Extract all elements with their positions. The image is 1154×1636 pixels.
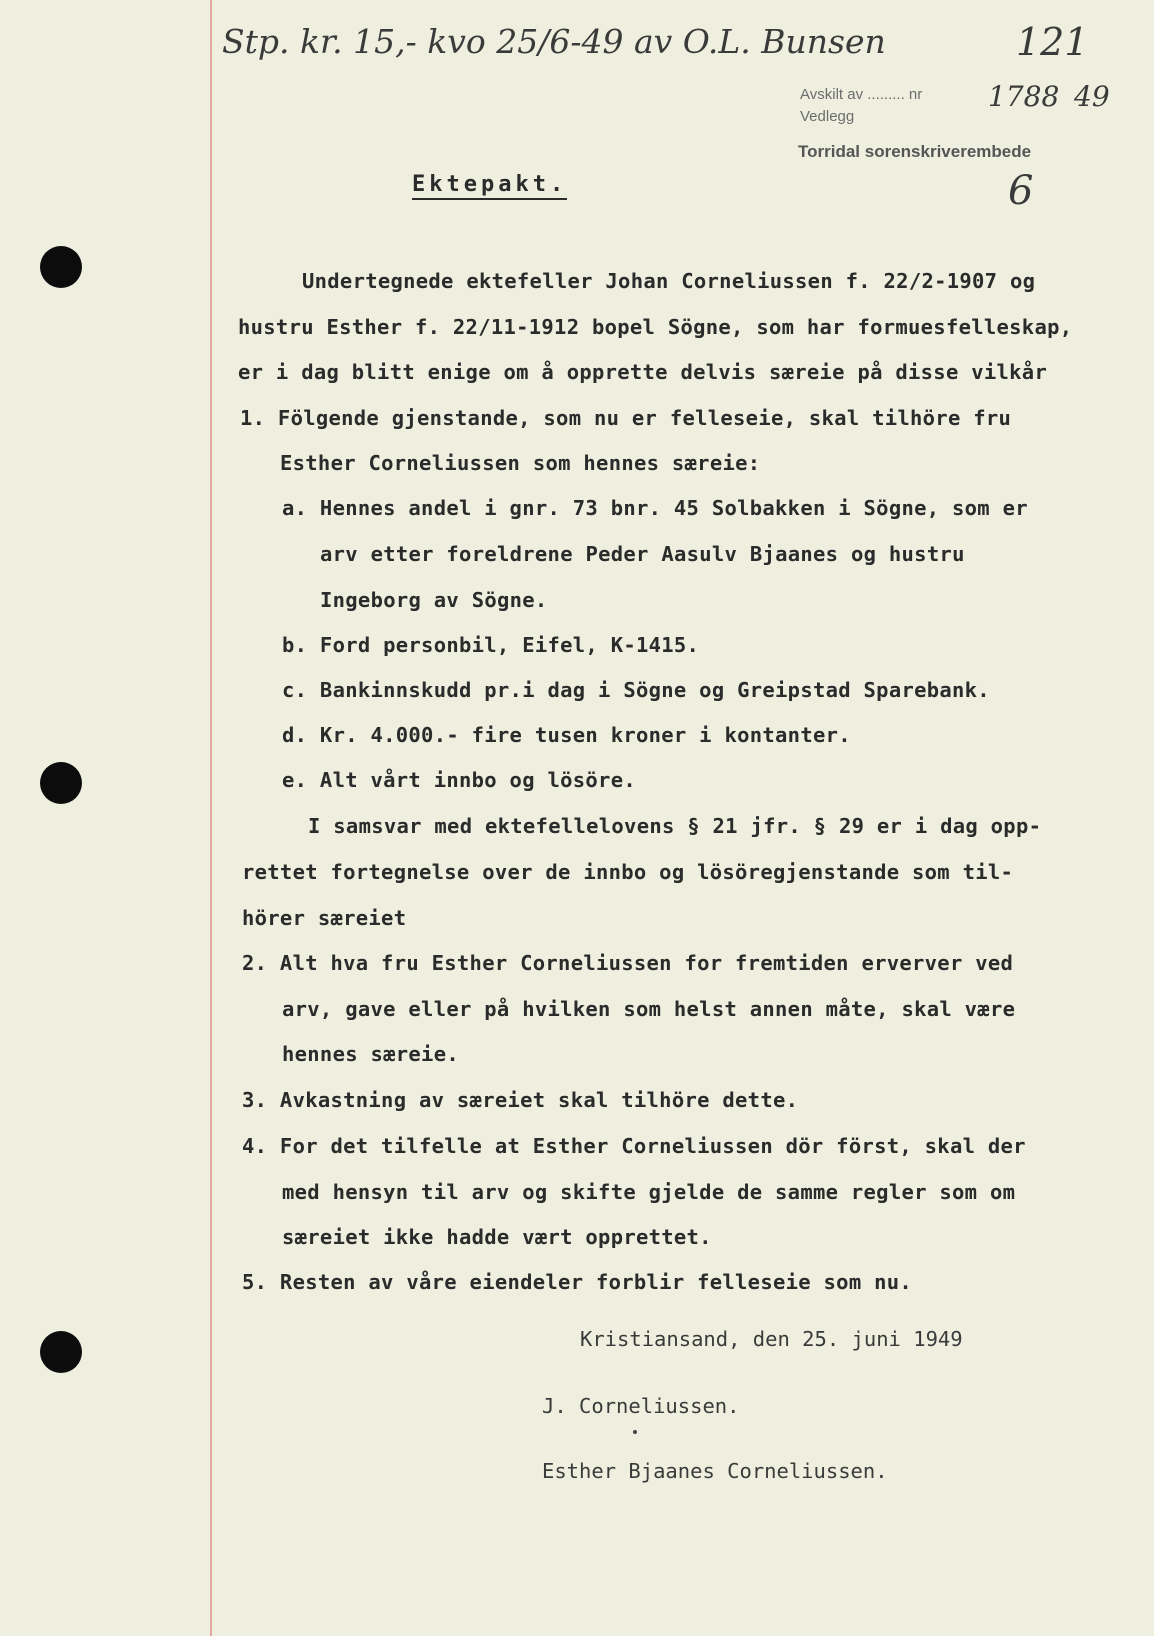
text-line: arv etter foreldrene Peder Aasulv Bjaanes og hustru bbox=[320, 542, 965, 566]
text-line: er i dag blitt enige om å opprette delvis særeie på disse vilkår bbox=[238, 360, 1048, 384]
text-line: 4. For det tilfelle at Esther Corneliussen dör först, skal der bbox=[242, 1134, 1026, 1158]
handwritten-fee-note: Stp. kr. 15,- kvo 25/6-49 av O.L. Bunsen bbox=[222, 22, 886, 61]
text-line: e. Alt vårt innbo og lösöre. bbox=[282, 768, 636, 792]
handwritten-folio-mark: 6 bbox=[1008, 168, 1034, 214]
document-title: Ektepakt. bbox=[412, 172, 567, 200]
place-and-date: Kristiansand, den 25. juni 1949 bbox=[580, 1327, 963, 1351]
text-line: b. Ford personbil, Eifel, K-1415. bbox=[282, 633, 700, 657]
text-line: rettet fortegnelse over de innbo og lösöregjenstande som til- bbox=[242, 860, 1014, 884]
text-line: hustru Esther f. 22/11-1912 bopel Sögne, som har formuesfelleskap, bbox=[238, 315, 1073, 339]
text-line: hennes særeie. bbox=[282, 1042, 459, 1066]
court-office-stamp: Torridal sorenskriverembede bbox=[798, 142, 1032, 161]
text-line: 1. Fölgende gjenstande, som nu er felleseie, skal tilhöre fru bbox=[240, 406, 1012, 430]
signature-husband: J. Corneliussen. bbox=[542, 1394, 740, 1418]
text-line: d. Kr. 4.000.- fire tusen kroner i kontanter. bbox=[282, 723, 851, 747]
handwritten-registration-number: 1788 bbox=[988, 80, 1060, 113]
text-line: 5. Resten av våre eiendeler forblir felleseie som nu. bbox=[242, 1270, 913, 1294]
text-line: I samsvar med ektefellelovens § 21 jfr. § 29 er i dag opp- bbox=[308, 814, 1042, 838]
text-line: hörer særeiet bbox=[242, 906, 407, 930]
handwritten-registration-year: 49 bbox=[1074, 80, 1110, 113]
text-line: særeiet ikke hadde vært opprettet. bbox=[282, 1225, 712, 1249]
text-line: Esther Corneliussen som hennes særeie: bbox=[280, 451, 761, 475]
margin-rule bbox=[210, 0, 212, 1636]
text-line: c. Bankinnskudd pr.i dag i Sögne og Greipstad Sparebank. bbox=[282, 678, 990, 702]
punch-hole-middle bbox=[40, 762, 82, 804]
signature-wife: Esther Bjaanes Corneliussen. bbox=[542, 1459, 888, 1483]
text-line: 3. Avkastning av særeiet skal tilhöre dette. bbox=[242, 1088, 799, 1112]
text-line: a. Hennes andel i gnr. 73 bnr. 45 Solbakken i Sögne, som er bbox=[282, 496, 1028, 520]
handwritten-page-number: 121 bbox=[1016, 20, 1089, 64]
text-line: med hensyn til arv og skifte gjelde de samme regler som om bbox=[282, 1180, 1016, 1204]
punch-hole-top bbox=[40, 246, 82, 288]
text-line: Undertegnede ektefeller Johan Corneliussen f. 22/2-1907 og bbox=[302, 269, 1036, 293]
ink-dot bbox=[633, 1430, 637, 1434]
stamp-line-2: Vedlegg bbox=[800, 108, 855, 125]
text-line: 2. Alt hva fru Esther Corneliussen for fremtiden erverver ved bbox=[242, 951, 1014, 975]
text-line: Ingeborg av Sögne. bbox=[320, 588, 548, 612]
stamp-line-1: Avskilt av ......... nr bbox=[800, 86, 923, 103]
punch-hole-bottom bbox=[40, 1331, 82, 1373]
text-line: arv, gave eller på hvilken som helst annen måte, skal være bbox=[282, 997, 1016, 1021]
